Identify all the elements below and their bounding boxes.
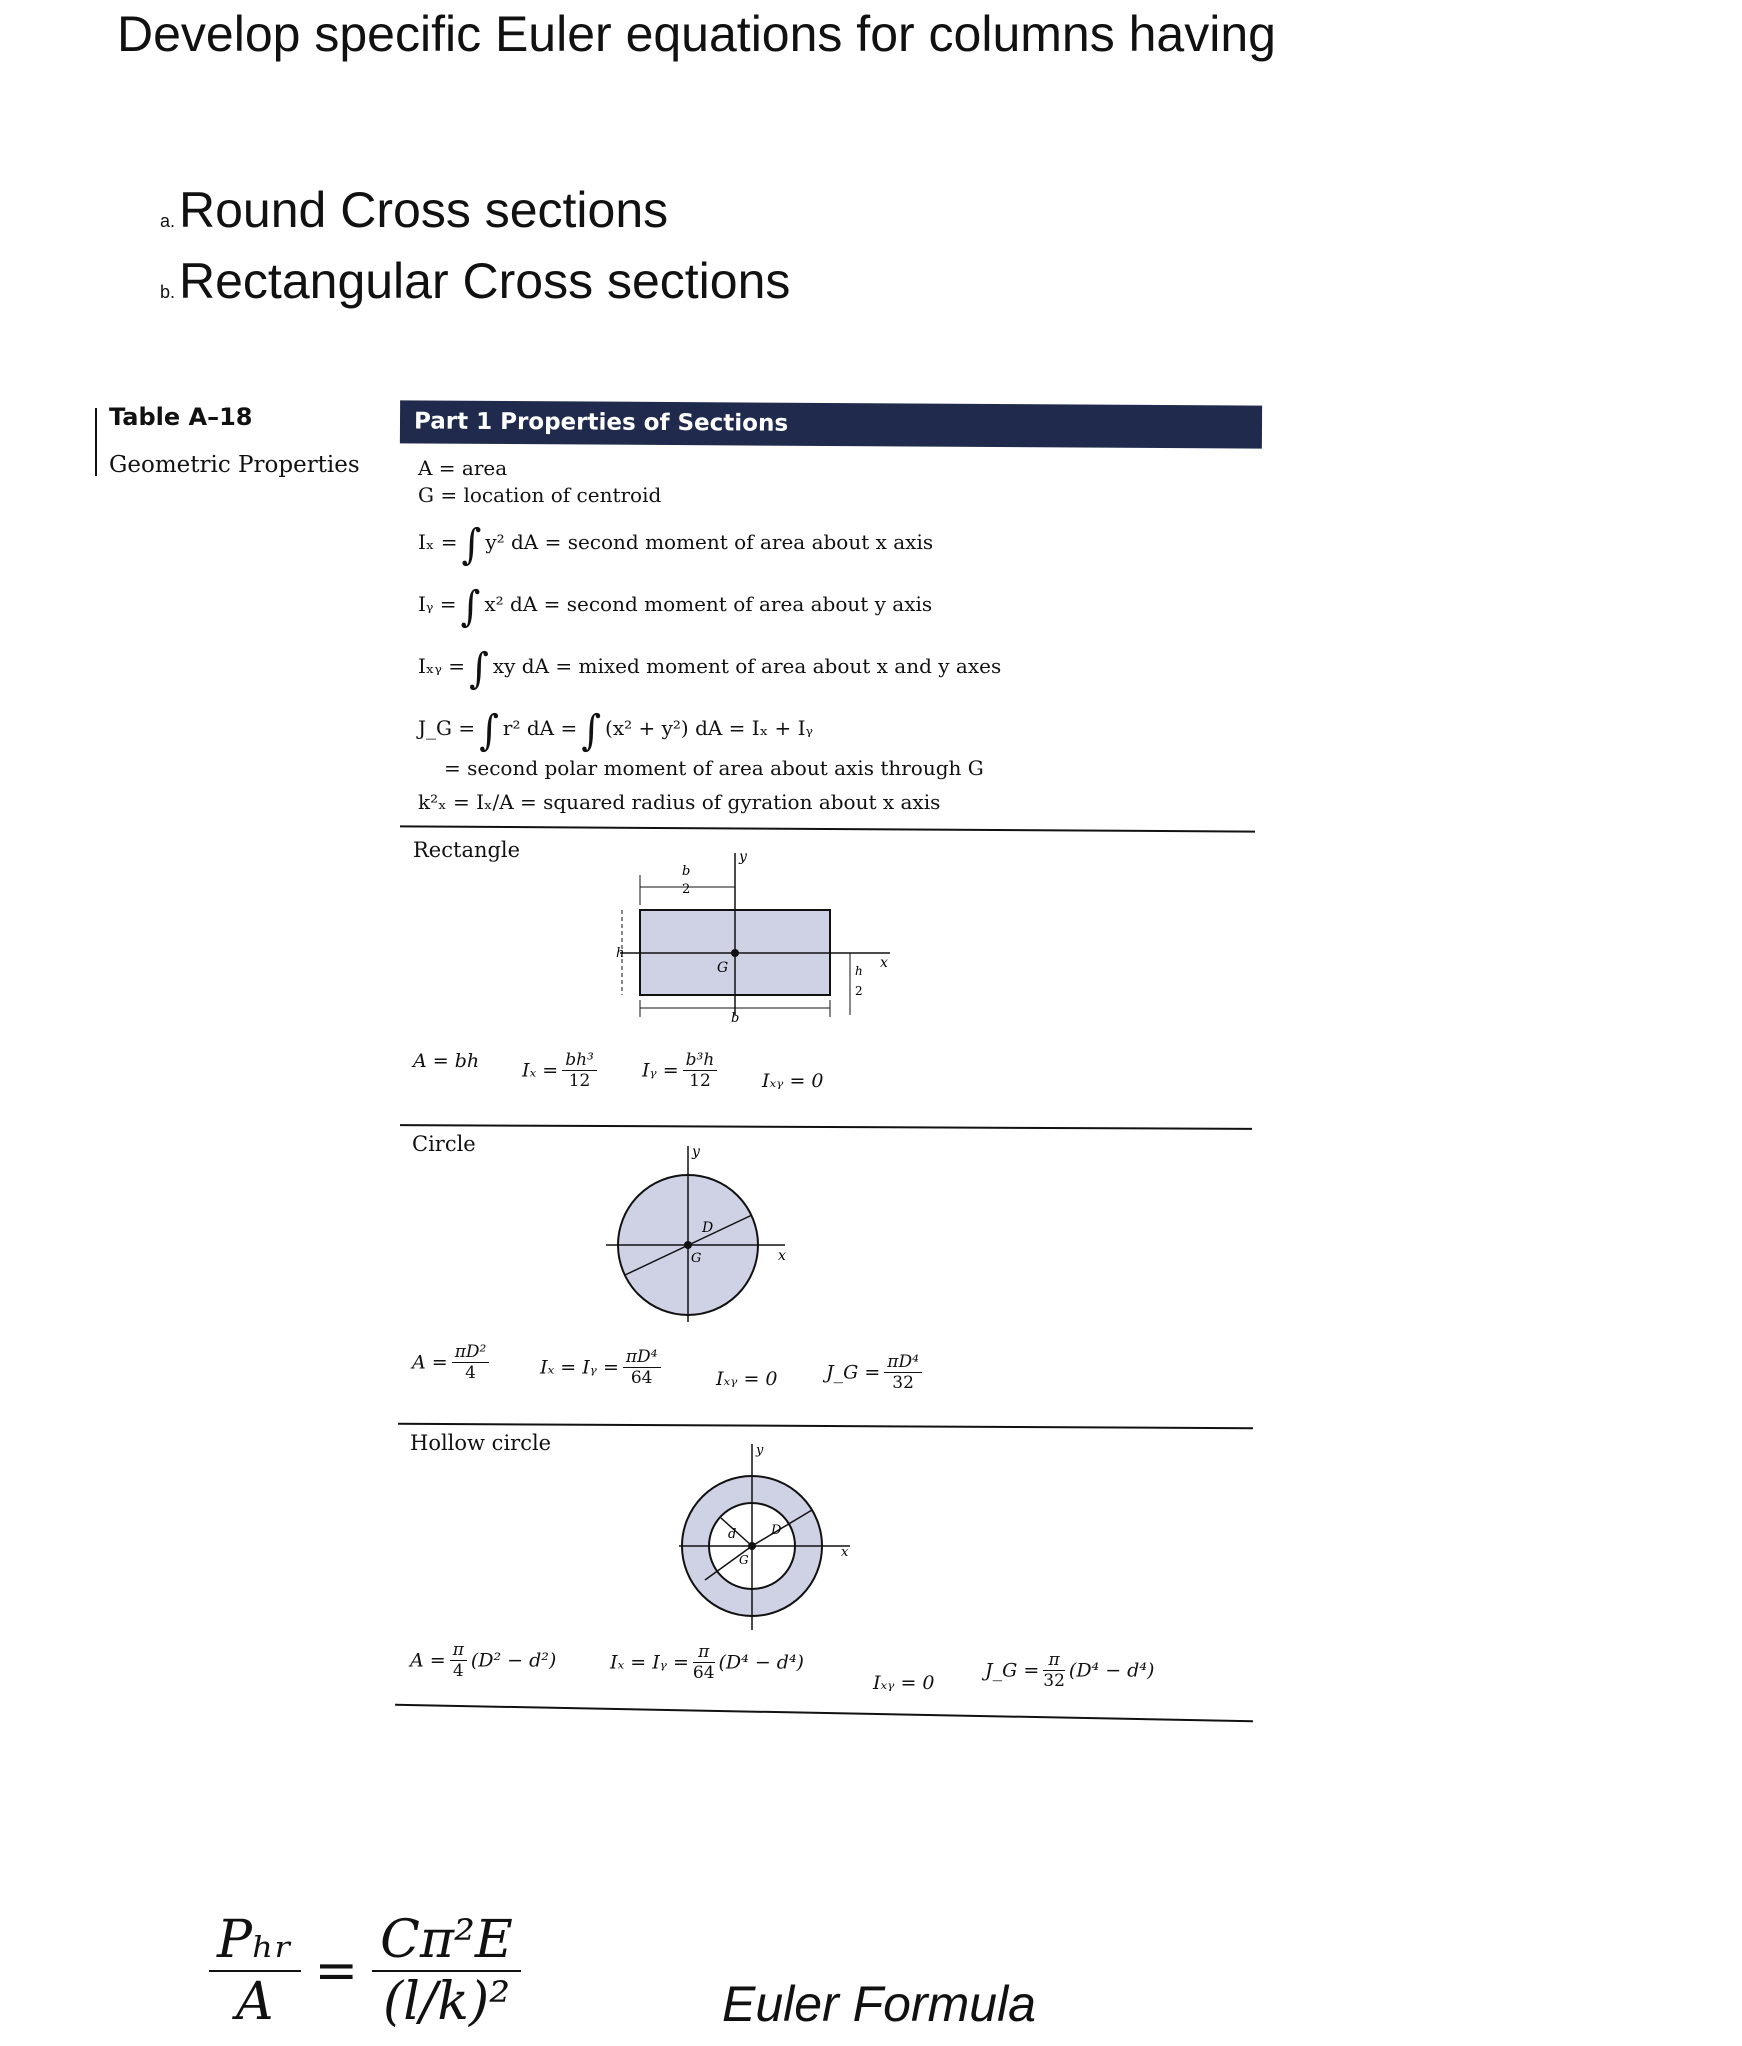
def-area: A = area <box>418 456 508 480</box>
hollow-i <box>610 1642 804 1683</box>
table-bottom-rule <box>395 1704 1253 1722</box>
def-ixy-rhs: xy dA = mixed moment of area about x and y axes <box>492 654 1002 678</box>
table-divider <box>398 1423 1253 1429</box>
def-ix-lhs: Iₓ = <box>418 530 458 554</box>
circle-ixy: Iₓᵧ = 0 <box>716 1368 778 1390</box>
def-iy <box>418 581 933 631</box>
dim-h-half-num: h <box>855 964 863 978</box>
section-type-list <box>160 180 790 322</box>
label-d: D <box>702 1220 714 1236</box>
list-item-text: Rectangular Cross sections <box>179 253 791 309</box>
label-x: x <box>841 1545 849 1560</box>
euler-formula-label: Euler Formula <box>722 1976 1036 2032</box>
def-ix-rhs: y² dA = second moment of area about x axis <box>485 530 934 554</box>
rectangle-ix <box>522 1050 601 1091</box>
rectangle-area: A = bh <box>413 1050 480 1072</box>
fraction <box>1043 1650 1065 1691</box>
label-y: y <box>692 1144 700 1160</box>
hollow-circle-label: Hollow circle <box>410 1431 552 1455</box>
numerator: b³h <box>683 1050 718 1071</box>
fraction <box>884 1352 922 1393</box>
numerator: π <box>450 1640 467 1661</box>
numerator: π <box>1043 1650 1065 1671</box>
page-heading: Develop specific Euler equations for columns having <box>117 6 1276 62</box>
list-item-round <box>160 180 790 251</box>
fraction <box>683 1050 718 1091</box>
fraction <box>372 1910 521 2032</box>
list-item-text: Round Cross sections <box>179 182 669 238</box>
centroid-point <box>731 949 739 957</box>
label-g: G <box>691 1251 702 1266</box>
denominator: 4 <box>465 1363 476 1383</box>
denominator: 12 <box>689 1071 711 1091</box>
fraction <box>452 1342 490 1383</box>
hollow-i-rhs: (D⁴ − d⁴) <box>718 1651 804 1674</box>
denominator: 32 <box>892 1373 914 1393</box>
table-subtitle: Geometric Properties <box>109 452 360 478</box>
integral-sign: ∫ <box>460 581 481 631</box>
circle-jg <box>826 1352 926 1393</box>
denominator: (l/k)² <box>382 1972 511 2032</box>
dim-h-half-den: 2 <box>855 984 863 998</box>
circle-a-lhs: A = <box>412 1351 448 1374</box>
circle-diagram <box>600 1140 810 1330</box>
numerator: π <box>693 1642 715 1663</box>
def-jg-lhs: J_G = <box>418 716 476 740</box>
integral-sign: ∫ <box>469 643 489 693</box>
def-jg-mid: r² dA = <box>502 716 578 740</box>
def-iy-rhs: x² dA = second moment of area about y axis <box>484 592 933 616</box>
label-d-inner: d <box>728 1527 737 1542</box>
fraction <box>623 1347 661 1388</box>
denominator: 4 <box>452 1661 464 1681</box>
circle-area <box>412 1342 493 1383</box>
rectangle-iy <box>642 1050 721 1091</box>
integral-sign: ∫ <box>479 705 499 755</box>
table-header-band <box>400 400 1262 448</box>
hollow-ixy: Iₓᵧ = 0 <box>873 1672 935 1694</box>
def-ixy-lhs: Iₓᵧ = <box>418 654 466 678</box>
hollow-circle-diagram <box>665 1440 885 1635</box>
def-polar: = second polar moment of area about axis through G <box>444 756 984 780</box>
table-divider <box>400 1124 1252 1130</box>
dim-b-half-den: 2 <box>682 882 691 897</box>
label-g: G <box>739 1553 749 1567</box>
label-x: x <box>778 1248 786 1264</box>
circle-i-lhs: Iₓ = Iᵧ = <box>540 1356 619 1379</box>
centroid-point <box>684 1241 692 1249</box>
table-side-rule <box>95 408 97 476</box>
hollow-jg-rhs: (D⁴ − d⁴) <box>1068 1659 1155 1682</box>
list-item-rectangular <box>160 251 790 322</box>
rect-ix-lhs: Iₓ = <box>522 1059 559 1082</box>
dim-b: b <box>731 1011 740 1025</box>
def-ixy <box>418 643 1002 693</box>
numerator: πD⁴ <box>623 1347 661 1368</box>
hollow-jg-lhs: J_G = <box>985 1659 1040 1682</box>
circle-label: Circle <box>412 1132 476 1156</box>
table-divider <box>400 825 1255 832</box>
def-jg-rhs: (x² + y²) dA = Iₓ + Iᵧ <box>605 716 814 740</box>
numerator: πD² <box>452 1342 490 1363</box>
denominator: 32 <box>1043 1671 1065 1691</box>
denominator: 64 <box>692 1663 715 1683</box>
denominator: A <box>235 1972 274 2032</box>
def-jg <box>418 705 814 755</box>
numerator: Pₕᵣ <box>209 1910 301 1972</box>
rectangle-label: Rectangle <box>413 838 521 862</box>
circle-i <box>540 1347 665 1388</box>
numerator: Cπ²E <box>372 1910 521 1972</box>
label-g: G <box>717 960 729 976</box>
hollow-a-lhs: A = <box>410 1649 446 1672</box>
euler-equation <box>205 1910 525 2032</box>
integral-sign: ∫ <box>581 705 602 755</box>
hollow-i-lhs: Iₓ = Iᵧ = <box>610 1651 689 1674</box>
rectangle-ixy: Iₓᵧ = 0 <box>762 1070 824 1092</box>
def-gyration: k²ₓ = Iₓ/A = squared radius of gyration about x axis <box>418 790 941 814</box>
fraction <box>209 1910 301 2032</box>
hollow-jg <box>985 1650 1154 1691</box>
fraction <box>693 1642 715 1683</box>
def-iy-lhs: Iᵧ = <box>418 592 457 616</box>
label-y: y <box>739 849 747 865</box>
rect-iy-lhs: Iᵧ = <box>642 1059 679 1082</box>
def-centroid: G = location of centroid <box>418 483 662 507</box>
rectangle-diagram <box>600 845 920 1025</box>
def-ix <box>418 519 934 569</box>
table-title: Table A–18 <box>109 403 253 431</box>
equals-sign: = <box>314 1941 359 2001</box>
integral-sign: ∫ <box>461 519 482 569</box>
hollow-area <box>410 1640 556 1681</box>
centroid-point <box>748 1542 756 1550</box>
hollow-a-rhs: (D² − d²) <box>470 1649 557 1672</box>
label-y: y <box>756 1443 764 1458</box>
dim-h: h <box>616 946 625 961</box>
label-x: x <box>880 955 888 971</box>
numerator: bh³ <box>562 1050 597 1071</box>
circle-jg-lhs: J_G = <box>826 1361 881 1384</box>
dim-b-half-num: b <box>682 864 691 879</box>
list-marker: b. <box>160 282 176 302</box>
table-band-title: Part 1 Properties of Sections <box>413 408 789 437</box>
fraction <box>450 1640 467 1681</box>
list-marker: a. <box>160 211 176 231</box>
denominator: 12 <box>568 1071 591 1091</box>
fraction <box>562 1050 597 1091</box>
label-d-outer: D <box>771 1523 782 1538</box>
denominator: 64 <box>630 1368 653 1388</box>
numerator: πD⁴ <box>884 1352 922 1373</box>
